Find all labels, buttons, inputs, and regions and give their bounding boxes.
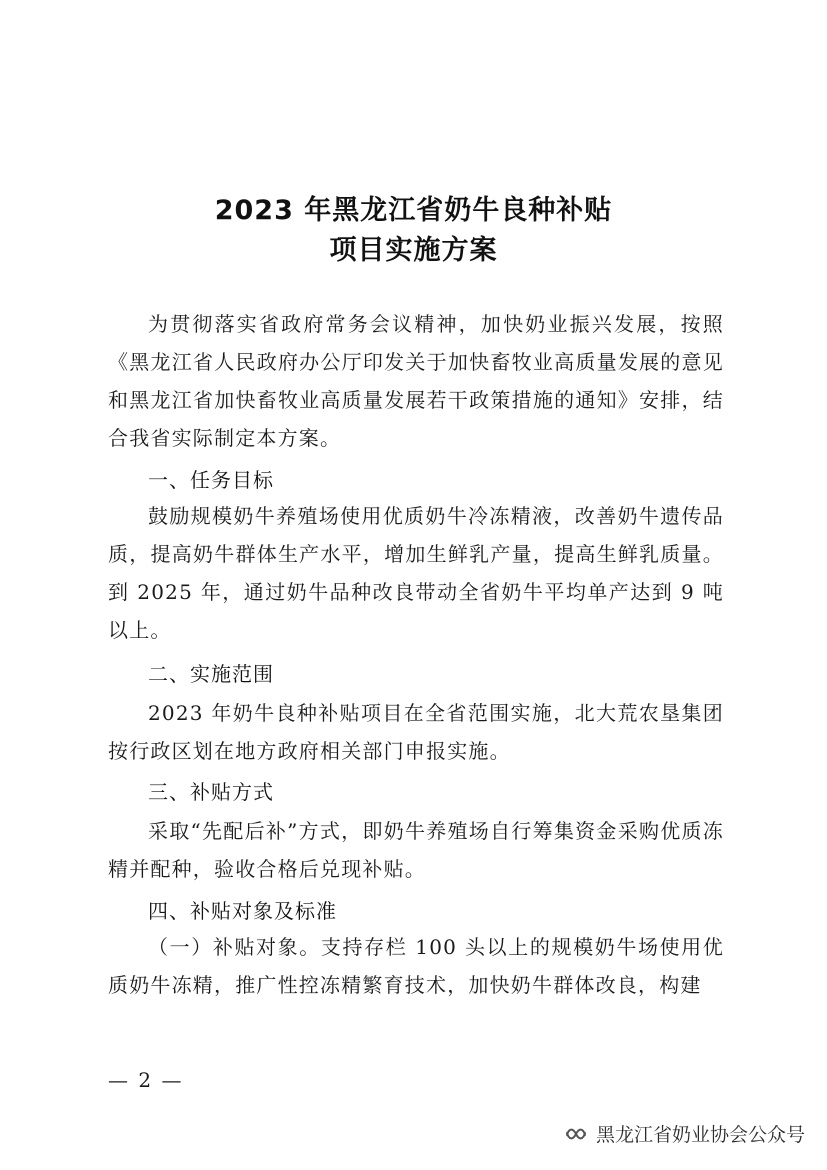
document-title-line1: 2023 年黑龙江省奶牛良种补贴 xyxy=(214,195,613,226)
section-heading-3: 三、补贴方式 xyxy=(148,780,274,804)
section-heading-2: 二、实施范围 xyxy=(148,662,274,686)
section-heading-1: 一、任务目标 xyxy=(148,468,274,492)
intro-paragraph: 为贯彻落实省政府常务会议精神，加快奶业振兴发展，按照《黑龙江省人民政府办公厅印发关于加快畜牧业高质量发展的意见和黑龙江省加快畜牧业高质量发展若干政策措施的通知》安排，结合我省实际制定本方案。 xyxy=(108,312,724,450)
page-number: — 2 — xyxy=(108,1068,184,1092)
section-heading-4: 四、补贴对象及标准 xyxy=(148,899,337,923)
wechat-channel-icon xyxy=(564,1122,588,1146)
section-body-2: 2023 年奶牛良种补贴项目在全省范围实施，北大荒农垦集团按行政区划在地方政府相关部门申报实施。 xyxy=(108,701,724,763)
watermark xyxy=(564,1120,805,1147)
watermark-text: 黑龙江省奶业协会公众号 xyxy=(595,1124,805,1146)
section-body-1: 鼓励规模奶牛养殖场使用优质奶牛冷冻精液，改善奶牛遗传品质，提高奶牛群体生产水平，增加生鲜乳产量，提高生鲜乳质量。到 2025 年，通过奶牛品种改良带动全省奶牛平均单产达到 9 吨以上。 xyxy=(108,504,724,642)
document-title-line2: 项目实施方案 xyxy=(329,235,498,266)
section-body-3: 采取“先配后补”方式，即奶牛养殖场自行筹集资金采购优质冻精并配种，验收合格后兑现补贴。 xyxy=(108,819,724,881)
section-body-4: （一）补贴对象。支持存栏 100 头以上的规模奶牛场使用优质奶牛冻精，推广性控冻精繁育技术，加快奶牛群体改良，构建 xyxy=(108,935,724,997)
